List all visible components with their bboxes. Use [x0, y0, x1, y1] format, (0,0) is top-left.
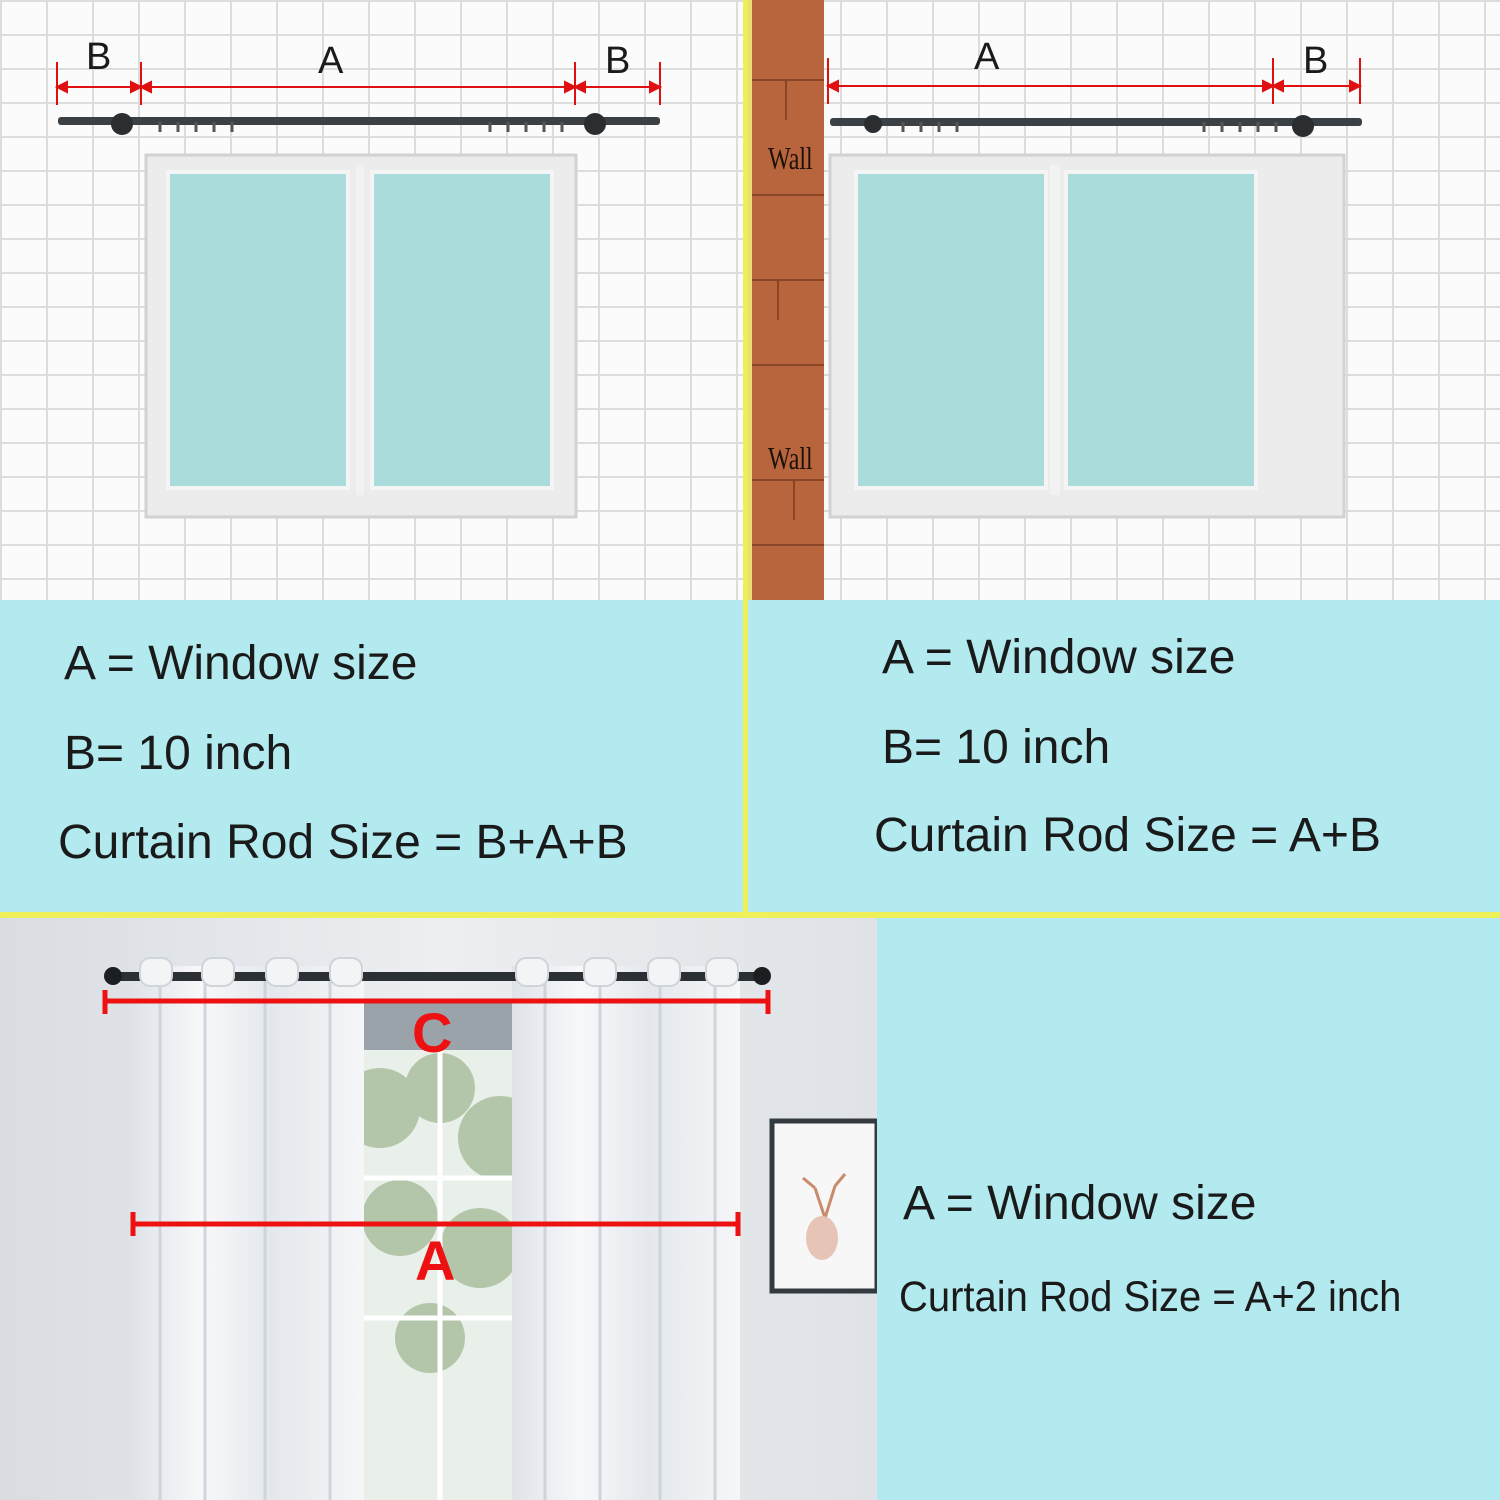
rod-bracket-right-2: [1292, 115, 1314, 137]
formula-line-b: B= 10 inch: [64, 727, 293, 780]
formula-line-rod-size: Curtain Rod Size = A+2 inch: [899, 1273, 1402, 1321]
formula-line-a: A = Window size: [903, 1177, 1257, 1230]
window-pane-right-2: [1066, 172, 1256, 488]
wall-label-top: Wall: [768, 140, 813, 176]
rod-bracket-right-1: [864, 115, 882, 133]
window-pane-right-1: [856, 172, 1046, 488]
formula-line-a: A = Window size: [64, 637, 418, 690]
curtain-rod-left: [58, 117, 660, 125]
wall-picture-frame: [772, 1121, 877, 1291]
formula-panel-left: [0, 600, 743, 913]
curtain-rod-right: [830, 118, 1362, 126]
wall-label-bottom: Wall: [768, 440, 813, 476]
formula-panel-bottom: [877, 918, 1500, 1500]
label-c-panel3: C: [412, 1001, 453, 1064]
rod-finial-right: [753, 967, 771, 985]
label-b-right-panel1: B: [605, 40, 631, 82]
label-a-panel1: A: [318, 40, 344, 82]
window-pane-left-2: [372, 172, 552, 488]
label-a-panel2: A: [974, 36, 1000, 78]
window-pane-left-1: [168, 172, 348, 488]
window-scene-right: [748, 0, 1500, 600]
label-b-left-panel1: B: [86, 36, 112, 78]
formula-line-b: B= 10 inch: [882, 721, 1111, 774]
label-b-panel2: B: [1303, 40, 1329, 82]
rod-bracket-left-2: [584, 113, 606, 135]
formula-panel-right: [748, 600, 1500, 913]
rod-finial-left: [104, 967, 122, 985]
label-a-panel3: A: [415, 1229, 456, 1292]
formula-line-a: A = Window size: [882, 631, 1236, 684]
formula-line-rod-size: Curtain Rod Size = A+B: [874, 809, 1381, 862]
rod-bracket-left-1: [111, 113, 133, 135]
formula-line-rod-size: Curtain Rod Size = B+A+B: [58, 816, 628, 869]
window-scene-left: [0, 0, 745, 600]
